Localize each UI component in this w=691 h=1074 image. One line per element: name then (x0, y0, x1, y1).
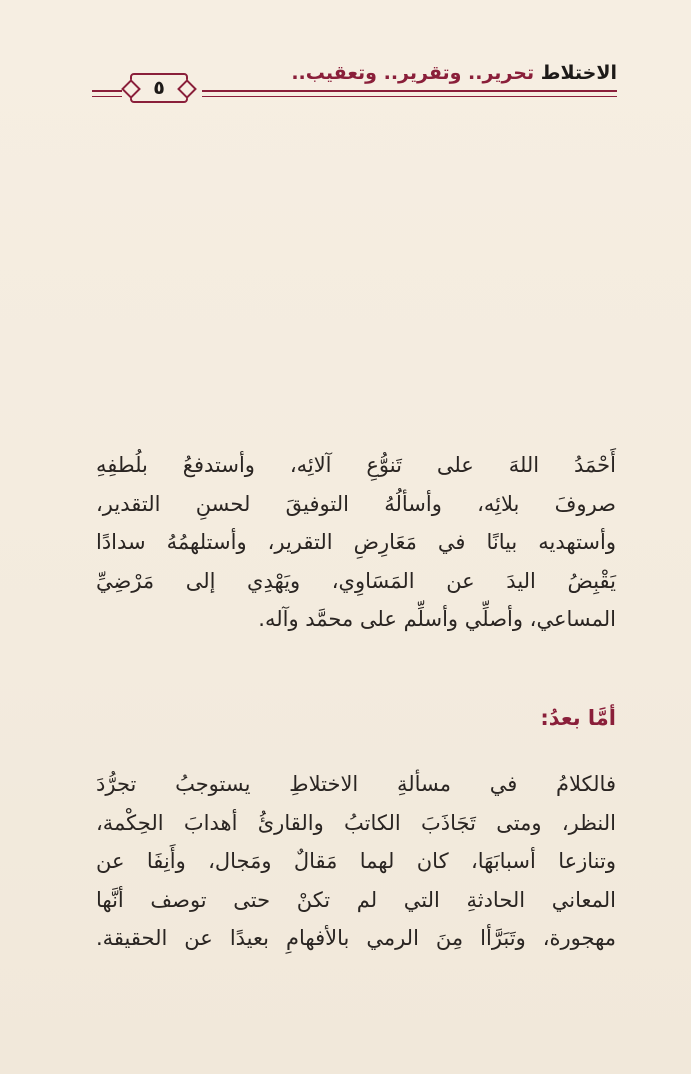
intro-line: وأستهديه بيانًا في مَعَارِضِ التقرير، وأستلهمُهُ سدادًا (96, 530, 616, 555)
header-rule-bottom (202, 96, 617, 97)
header-rule-top (202, 90, 617, 92)
intro-line: يَقْبِضُ اليدَ عن المَسَاوِي، ويَهْدِي إلى مَرْضِيِّ (96, 568, 616, 593)
header-brand: الاختلاط (540, 62, 617, 84)
section-heading: أمَّا بعدُ: (540, 706, 616, 730)
intro-paragraph (96, 446, 616, 639)
page-number-badge: ٥ (130, 73, 188, 103)
body-line: فالكلامُ في مسألةِ الاختلاطِ يستوجبُ تجرُّدَ (96, 772, 616, 796)
header-rule-left-top (92, 90, 122, 92)
intro-line: أَحْمَدُ اللهَ على تَنوُّعِ آلائِه، وأستدفعُ بلُطفِهِ (96, 453, 616, 477)
body-line: المعاني الحادثةِ التي لم تكنْ حتى توصف أنَّها (96, 887, 616, 912)
header-subtitle: تحرير.. وتقرير.. وتعقيب.. (291, 62, 535, 84)
intro-line: صروفَ بلائِه، وأسألُهُ التوفيقَ لحسنِ التقدير، (96, 491, 616, 516)
header-title (291, 60, 617, 86)
body-line: النظر، ومتى تَجَاذَبَ الكاتبُ والقارئُ أهدابَ الحِكْمة، (96, 810, 616, 835)
body-line: وتنازعا أسبابَهَا، كان لهما مَقالٌ ومَجال، وأَنِفَا عن (96, 849, 616, 874)
running-header (92, 60, 617, 108)
body-line: مهجورة، وتَبَرَّأا مِنَ الرمي بالأفهامِ بعيدًا عن الحقيقة. (96, 926, 616, 951)
header-rule-left-bottom (92, 96, 122, 97)
body-paragraph (96, 765, 616, 958)
intro-line: المساعي، وأصلِّي وأسلِّم على محمَّد وآله. (258, 607, 616, 632)
